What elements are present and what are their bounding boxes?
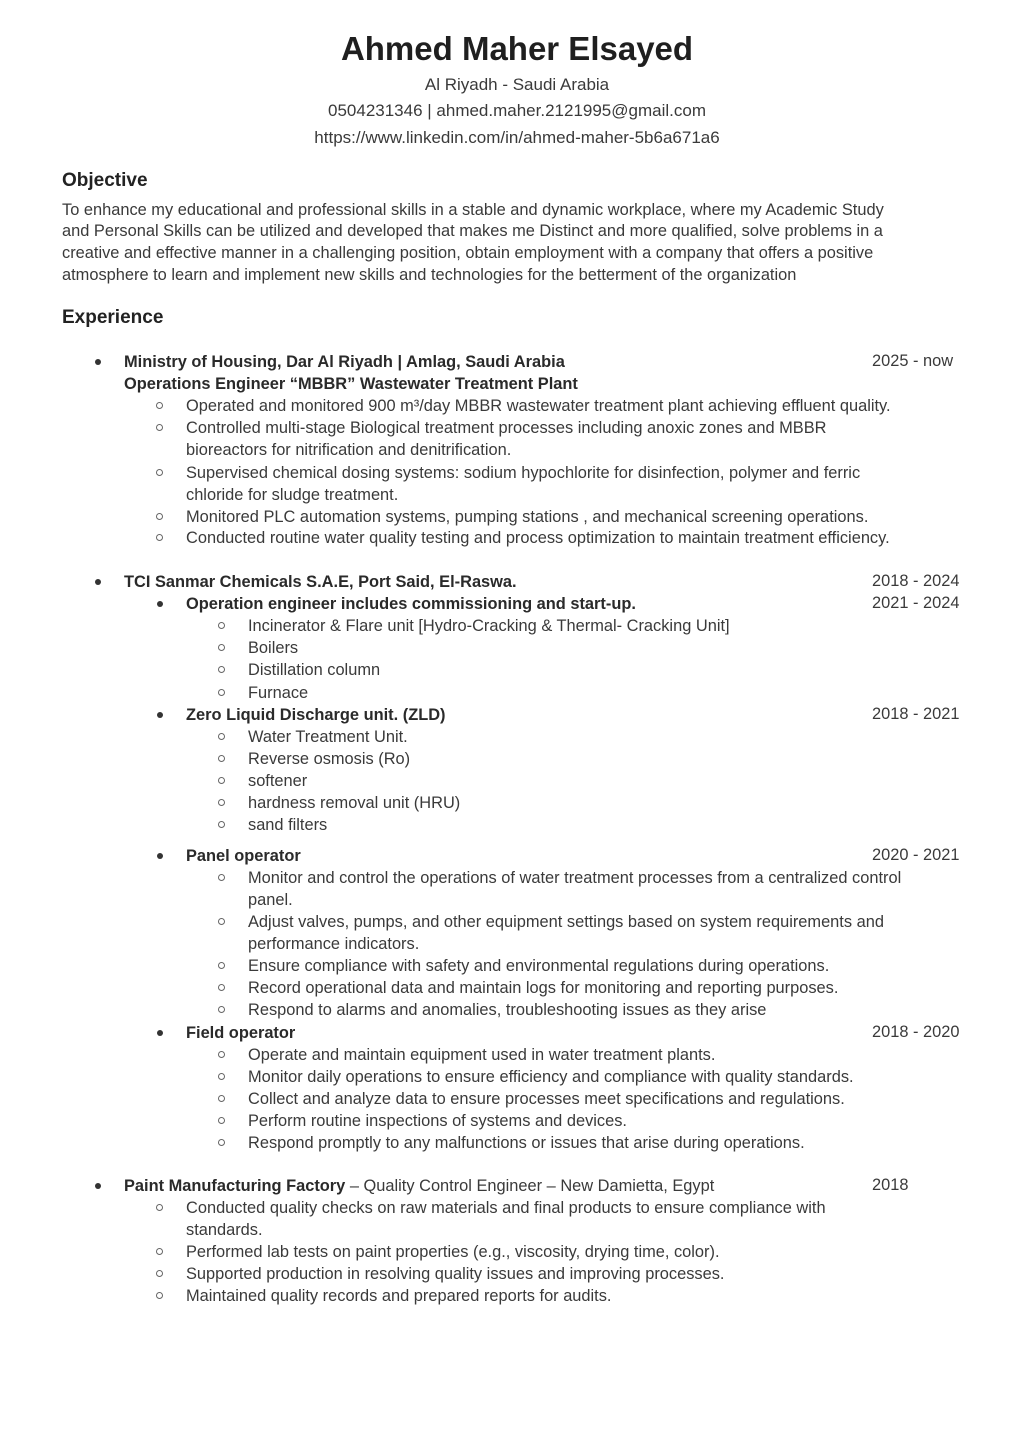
location: Al Riyadh - Saudi Arabia — [424, 75, 610, 94]
bullet-icon — [95, 579, 101, 585]
job2-dates: 2018 - 2024 — [872, 572, 960, 590]
bullet-icon — [157, 853, 163, 859]
job1-role: Operations Engineer “MBBR” Wastewater Treatment Plant — [124, 375, 578, 393]
circle-bullet-icon — [218, 1117, 225, 1124]
role-item: Operate and maintain equipment used in water treatment plants. — [248, 1046, 716, 1064]
circle-bullet-icon — [218, 799, 225, 806]
job1-bullet: Monitored PLC automation systems, pumping stations , and mechanical screening operations. — [186, 508, 869, 526]
job1-dates: 2025 - now — [872, 352, 954, 370]
job3-company: Paint Manufacturing Factory — [124, 1177, 346, 1195]
job1-bullet-cont: chloride for sludge treatment. — [186, 486, 399, 504]
role-title: Zero Liquid Discharge unit. (ZLD) — [186, 706, 446, 724]
objective-line: atmosphere to learn and implement new skills and technologies for the betterment of the organization — [62, 266, 797, 284]
circle-bullet-icon — [218, 733, 225, 740]
circle-bullet-icon — [218, 1139, 225, 1146]
job2-company: TCI Sanmar Chemicals S.A.E, Port Said, El-Raswa. — [124, 573, 517, 591]
role-item: Monitor daily operations to ensure efficiency and compliance with quality standards. — [248, 1068, 854, 1086]
role-item: Ensure compliance with safety and environmental regulations during operations. — [248, 957, 830, 975]
job3-bullet: Conducted quality checks on raw materials and final products to ensure compliance with — [186, 1199, 826, 1217]
job1-bullet: Supervised chemical dosing systems: sodium hypochlorite for disinfection, polymer and ferric — [186, 464, 861, 482]
circle-bullet-icon — [218, 1051, 225, 1058]
circle-bullet-icon — [156, 1248, 163, 1255]
role-item: hardness removal unit (HRU) — [248, 794, 461, 812]
circle-bullet-icon — [218, 755, 225, 762]
candidate-name: Ahmed Maher Elsayed — [340, 30, 694, 67]
circle-bullet-icon — [218, 622, 225, 629]
role-title: Panel operator — [186, 847, 301, 865]
job3-heading — [124, 1175, 714, 1197]
job3-dates: 2018 — [872, 1176, 909, 1194]
role-item-cont: performance indicators. — [248, 935, 420, 953]
bullet-icon — [157, 712, 163, 718]
circle-bullet-icon — [218, 962, 225, 969]
circle-bullet-icon — [156, 424, 163, 431]
experience-heading: Experience — [62, 307, 164, 328]
bullet-icon — [95, 1183, 101, 1189]
job1-bullet: Operated and monitored 900 m³/day MBBR wastewater treatment plant achieving effluent quality. — [186, 397, 891, 415]
phone-email[interactable]: 0504231346 | ahmed.maher.2121995@gmail.com — [328, 101, 706, 120]
objective-line: To enhance my educational and professional skills in a stable and dynamic workplace, where my Academic Study — [62, 201, 884, 219]
role-item: softener — [248, 772, 308, 790]
circle-bullet-icon — [156, 1204, 163, 1211]
role-item: Distillation column — [248, 661, 381, 679]
job3-bullet: Supported production in resolving quality issues and improving processes. — [186, 1265, 725, 1283]
circle-bullet-icon — [218, 666, 225, 673]
role-item: Reverse osmosis (Ro) — [248, 750, 411, 768]
job3-detail: – Quality Control Engineer – New Damietta, Egypt — [345, 1177, 715, 1195]
role-title: Operation engineer includes commissioning and start-up. — [186, 595, 636, 613]
circle-bullet-icon — [156, 469, 163, 476]
job1-company: Ministry of Housing, Dar Al Riyadh | Amlag, Saudi Arabia — [124, 353, 565, 371]
linkedin-link[interactable]: https://www.linkedin.com/in/ahmed-maher-5b6a671a6 — [314, 128, 720, 147]
bullet-icon — [157, 601, 163, 607]
role-item: Perform routine inspections of systems and devices. — [248, 1112, 627, 1130]
bullet-icon — [95, 359, 101, 365]
circle-bullet-icon — [156, 402, 163, 409]
circle-bullet-icon — [156, 1292, 163, 1299]
circle-bullet-icon — [156, 534, 163, 541]
objective-line: creative and effective manner in a challenging position, obtain employment with a company that offers a positive — [62, 244, 874, 262]
circle-bullet-icon — [218, 874, 225, 881]
role-item: Respond promptly to any malfunctions or issues that arise during operations. — [248, 1134, 805, 1152]
circle-bullet-icon — [218, 777, 225, 784]
circle-bullet-icon — [218, 644, 225, 651]
circle-bullet-icon — [218, 918, 225, 925]
circle-bullet-icon — [218, 984, 225, 991]
circle-bullet-icon — [218, 1006, 225, 1013]
job1-bullet: Conducted routine water quality testing and process optimization to maintain treatment efficiency. — [186, 529, 890, 547]
circle-bullet-icon — [218, 1073, 225, 1080]
role-item: Collect and analyze data to ensure processes meet specifications and regulations. — [248, 1090, 845, 1108]
role-item: Furnace — [248, 684, 309, 702]
role-item: Incinerator & Flare unit [Hydro-Cracking & Thermal- Cracking Unit] — [248, 617, 730, 635]
circle-bullet-icon — [218, 689, 225, 696]
job1-bullet-cont: bioreactors for nitrification and denitrification. — [186, 441, 512, 459]
role-item: Boilers — [248, 639, 299, 657]
circle-bullet-icon — [156, 513, 163, 520]
role-item: Water Treatment Unit. — [248, 728, 408, 746]
circle-bullet-icon — [218, 1095, 225, 1102]
role-item: Respond to alarms and anomalies, troubleshooting issues as they arise — [248, 1001, 767, 1019]
role-dates: 2020 - 2021 — [872, 846, 960, 864]
job3-bullet-cont: standards. — [186, 1221, 263, 1239]
role-title: Field operator — [186, 1024, 296, 1042]
objective-line: and Personal Skills can be utilized and developed that makes me Distinct and more qualified, solve problems in a — [62, 222, 883, 240]
job1-bullet: Controlled multi-stage Biological treatment processes including anoxic zones and MBBR — [186, 419, 827, 437]
role-dates: 2018 - 2020 — [872, 1023, 960, 1041]
role-dates: 2021 - 2024 — [872, 594, 960, 612]
circle-bullet-icon — [156, 1270, 163, 1277]
objective-heading: Objective — [62, 170, 148, 191]
role-item: Record operational data and maintain logs for monitoring and reporting purposes. — [248, 979, 839, 997]
role-item: Adjust valves, pumps, and other equipment settings based on system requirements and — [248, 913, 884, 931]
circle-bullet-icon — [218, 821, 225, 828]
role-item: Monitor and control the operations of water treatment processes from a centralized control — [248, 869, 902, 887]
role-item-cont: panel. — [248, 891, 293, 909]
job3-bullet: Maintained quality records and prepared reports for audits. — [186, 1287, 612, 1305]
role-item: sand filters — [248, 816, 328, 834]
job3-bullet: Performed lab tests on paint properties (e.g., viscosity, drying time, color). — [186, 1243, 720, 1261]
role-dates: 2018 - 2021 — [872, 705, 960, 723]
bullet-icon — [157, 1030, 163, 1036]
